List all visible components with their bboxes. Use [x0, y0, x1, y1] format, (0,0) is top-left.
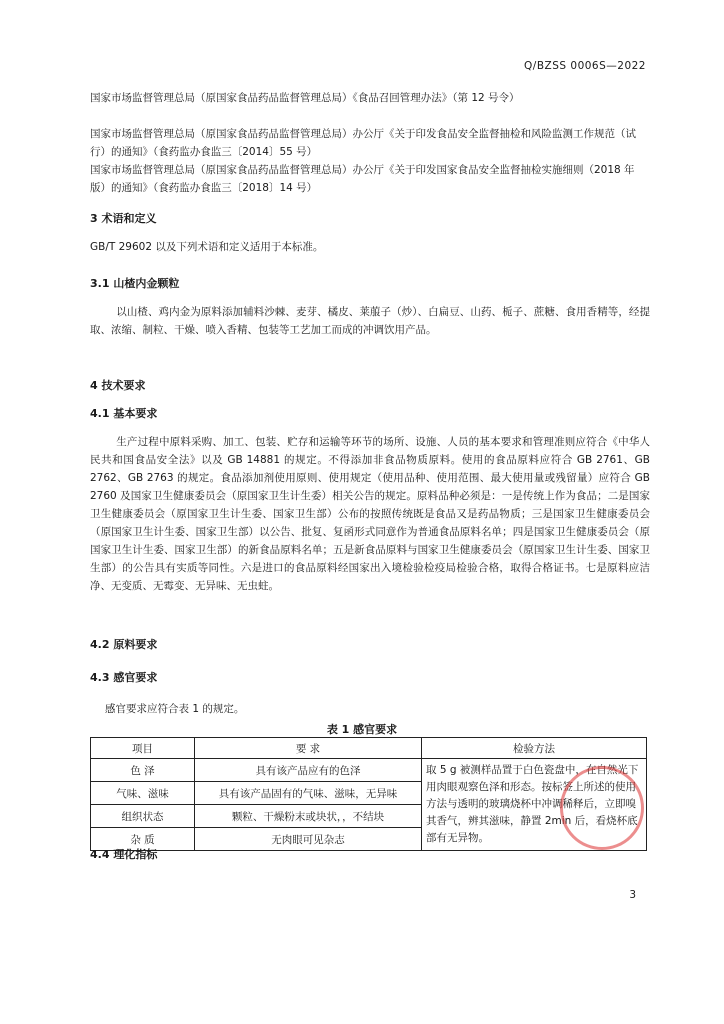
table-cell: 具有该产品应有的色泽	[195, 759, 422, 782]
red-seal-stamp	[560, 766, 644, 850]
reference-item: 国家市场监督管理总局（原国家食品药品监督管理总局）办公厅《关于印发国家食品安全监督抽检实施细则（2018 年版）的通知》（食药监办食监三〔2018〕14 号）	[90, 164, 635, 194]
table-cell: 色 泽	[91, 759, 195, 782]
table-header-row	[91, 738, 647, 759]
table-row	[91, 759, 647, 782]
reference-item: 国家市场监督管理总局（原国家食品药品监督管理总局）《食品召回管理办法》（第 12 号令）	[90, 92, 520, 104]
table-header-cell: 检验方法	[422, 738, 647, 759]
page-number: 3	[629, 889, 636, 901]
table-header-cell: 项目	[91, 738, 195, 759]
section-heading: 4.4 理化指标	[90, 848, 158, 861]
table-cell: 具有该产品固有的气味、滋味，无异味	[195, 782, 422, 805]
section-heading: 4.2 原料要求	[90, 638, 158, 651]
table-cell: 杂 质	[91, 828, 195, 851]
reference-item: 国家市场监督管理总局（原国家食品药品监督管理总局）办公厅《关于印发食品安全监督抽检和风险监测工作规范（试行）的通知》（食药监办食监三〔2014〕55 号）	[90, 128, 636, 158]
section-heading: 4.3 感官要求	[90, 671, 158, 684]
table-cell: 颗粒、干燥粉末或块状，，不结块	[195, 805, 422, 828]
table-cell: 气味、滋味	[91, 782, 195, 805]
section-heading: 3 术语和定义	[90, 212, 157, 225]
test-method-cell: 取 5 g 被测样品置于白色瓷盘中，在自然光下用肉眼观察色泽和形态。按标签上所述的使用方法与透明的玻璃烧杯中冲调稀释后，立即嗅其香气，辨其滋味，静置 2min 后，看烧杯底部有无异物。	[422, 759, 647, 851]
table-header-cell: 要 求	[195, 738, 422, 759]
section-text: 感官要求应符合表 1 的规定。	[105, 703, 245, 715]
table-cell: 无肉眼可见杂志	[195, 828, 422, 851]
table-caption: 表 1 感官要求	[326, 723, 398, 736]
section-heading: 4.1 基本要求	[90, 407, 158, 420]
section-text: 生产过程中原料采购、加工、包装、贮存和运输等环节的场所、设施、人员的基本要求和管理准则应符合《中华人民共和国食品安全法》以及 GB 14881 的规定。不得添加非食品物质原料。使用的食品原料应符合 GB 2761、GB 2762、GB 2763 的规定。食品添加剂使用原则、使用规定（使用品种、使用范围、最大使用量或残留量）应符合 GB 2760 及国家卫生健康委员会（原国家卫生计生委）相关公告的规定。原料品种必须是：一是传统上作为食品；二是国家卫生健康委员会（原国家卫生计生委、国家卫生部）公布的按照传统既是食品又是药品物质；三是国家卫生健康委员会（原国家卫生计生委、国家卫生部）以公告、批复、复函形式同意作为普通食品原料名单；四是国家卫生健康委员会（原国家卫生计生委、国家卫生部）的新食品原料名单；五是新食品原料与国家卫生健康委员会（原国家卫生计生委、国家卫生部）的公告具有实质等同性。六是进口的食品原料经国家出入境检验检疫局检验合格，取得合格证书。七是原料应洁净、无变质、无霉变、无异味、无虫蛀。	[90, 436, 650, 592]
document-number: Q/BZSS 0006S—2022	[524, 60, 646, 72]
section-text: GB/T 29602 以及下列术语和定义适用于本标准。	[90, 241, 324, 253]
section-heading: 4 技术要求	[90, 379, 146, 392]
section-text: 以山楂、鸡内金为原料添加辅料沙棘、麦芽、橘皮、莱菔子（炒）、白扁豆、山药、栀子、蔗糖、食用香精等，经提取、浓缩、制粒、干燥、喷入香精、包装等工艺加工而成的冲调饮用产品。	[90, 306, 650, 336]
table-cell: 组织状态	[91, 805, 195, 828]
section-heading: 3.1 山楂内金颗粒	[90, 277, 180, 290]
